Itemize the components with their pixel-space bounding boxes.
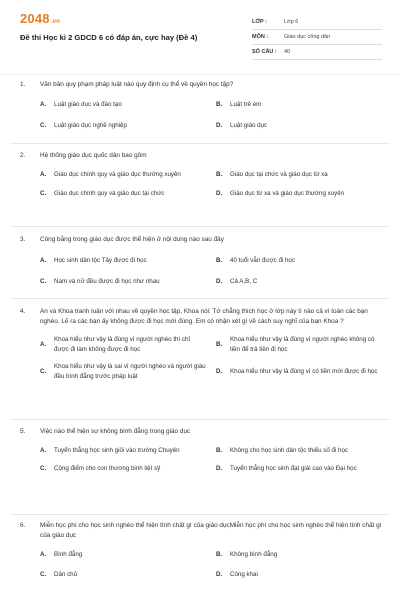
answer-option-a[interactable] — [40, 170, 206, 180]
option-letter: D. — [216, 367, 223, 375]
answer-option-c[interactable] — [40, 189, 206, 199]
option-text: Tuyển thẳng học sinh đạt giải cao vào Đại học — [230, 464, 357, 472]
option-text: Khoa hiểu như vậy là đúng vì người nghèo không có tiền để trả tiền đi học — [230, 336, 375, 353]
meta-row-subject — [252, 30, 382, 45]
question-divider — [10, 298, 390, 299]
answer-option-b[interactable] — [216, 256, 382, 266]
question-divider — [10, 419, 390, 420]
question-2 — [20, 151, 382, 198]
option-letter: A. — [40, 340, 47, 348]
answer-option-a[interactable] — [40, 256, 206, 266]
option-text: Luật giáo dục nghề nghiệp — [54, 121, 127, 129]
option-text: Luật trẻ em — [230, 101, 262, 108]
option-text: Giáo dục tại chức và giáo dục từ xa — [230, 171, 328, 178]
option-letter: B. — [216, 551, 223, 558]
answer-options — [20, 256, 382, 286]
question-divider — [10, 226, 390, 227]
question-text — [20, 151, 382, 161]
logo-text: 2048 — [20, 11, 50, 26]
answer-option-d[interactable] — [216, 189, 382, 199]
question-number: 2. — [20, 152, 26, 159]
option-letter: C. — [40, 570, 47, 578]
answer-options — [20, 100, 382, 130]
site-logo[interactable] — [20, 11, 60, 26]
option-letter: C. — [40, 464, 47, 472]
question-divider — [10, 514, 390, 515]
meta-value: 40 — [284, 49, 291, 55]
option-text: Cả A,B, C — [230, 277, 258, 285]
question-number: 4. — [20, 308, 26, 315]
option-letter: B. — [216, 257, 223, 264]
question-6 — [20, 521, 382, 579]
option-text: Luật giáo dục và đào tạo — [54, 101, 122, 108]
answer-option-b[interactable] — [216, 170, 382, 180]
option-text: Khoa hiểu như vậy là đúng vì người nghèo thì chỉ được đi làm không được đi học — [54, 336, 190, 353]
answer-options — [20, 335, 382, 381]
question-body: Công bằng trong giáo dục được thể hiện ở nội dung nào sau đây — [40, 236, 224, 243]
question-body: Việc nào thể hiện sự không bình đẳng trong giáo dục — [40, 428, 191, 435]
question-body: An và Khoa tranh luận với nhau về quyền học tập, Khoa nói: Tớ chẳng thích học ở lớp này tí nào cả vì toàn các bạn nghèo. Lẽ ra các bạn ấy không được đi học mới đúng. Em có nhận xét gì về cách suy nghĩ của bạn Khoa ? — [40, 308, 368, 325]
meta-value: Lớp 6 — [284, 19, 299, 25]
question-number: 6. — [20, 522, 26, 529]
logo-suffix: .vn — [50, 19, 61, 25]
option-letter: B. — [216, 101, 223, 108]
question-number: 5. — [20, 428, 26, 435]
option-letter: A. — [40, 101, 47, 108]
answer-option-b[interactable] — [216, 100, 382, 110]
question-text — [20, 80, 382, 90]
question-text — [20, 307, 382, 327]
answer-option-b[interactable] — [216, 446, 382, 456]
option-letter: D. — [216, 464, 223, 472]
option-letter: C. — [40, 189, 47, 197]
question-text — [20, 235, 382, 245]
answer-options — [20, 550, 382, 579]
question-5 — [20, 427, 382, 473]
question-text — [20, 427, 382, 437]
answer-option-a[interactable] — [40, 100, 206, 110]
answer-option-a[interactable] — [40, 335, 206, 354]
option-text: Không bình đẳng — [230, 551, 278, 558]
option-letter: A. — [40, 171, 47, 178]
option-text: Khoa hiểu như vậy là sai vì người nghèo và người giàu đều bình đẳng trước pháp luật — [54, 363, 206, 380]
answer-option-c[interactable] — [40, 121, 206, 131]
question-body: Hệ thống giáo dục quốc dân bao gồm — [40, 152, 147, 159]
option-text: Giáo dục chính quy và giáo dục tại chức — [54, 189, 165, 197]
option-text: Bình đẳng — [54, 551, 83, 558]
meta-info-table — [252, 14, 382, 60]
question-text — [20, 521, 382, 541]
answer-option-c[interactable] — [40, 464, 206, 474]
option-letter: B. — [216, 340, 223, 348]
option-text: Giáo dục từ xa và giáo dục thường xuyên — [230, 189, 345, 197]
answer-options — [20, 446, 382, 473]
option-letter: B. — [216, 171, 223, 178]
question-divider — [10, 143, 390, 144]
option-letter: C. — [40, 121, 47, 129]
option-text: Không cho học sinh dân tộc thiểu số đi học — [230, 447, 348, 454]
option-letter: C. — [40, 277, 47, 285]
question-3 — [20, 235, 382, 286]
question-number: 3. — [20, 236, 26, 243]
question-body: Miễn học phí cho học sinh nghèo thể hiện tính chất gì của giáo dụcMiễn học phí cho học sinh nghèo thể hiện tính chất gì của giáo dục — [40, 522, 382, 539]
option-text: Học sinh dân tộc Tây được đi học — [54, 257, 147, 264]
meta-label: MÔN : — [252, 34, 269, 40]
option-letter: C. — [40, 367, 47, 375]
meta-label: LỚP : — [252, 19, 267, 25]
header-divider — [0, 74, 400, 75]
option-letter: A. — [40, 551, 47, 558]
answer-option-b[interactable] — [216, 335, 382, 354]
answer-option-a[interactable] — [40, 550, 206, 560]
answer-option-d[interactable] — [216, 570, 382, 580]
question-4 — [20, 307, 382, 381]
option-letter: D. — [216, 121, 223, 129]
option-text: Luật giáo dục — [230, 121, 268, 129]
answer-option-c[interactable] — [40, 277, 206, 287]
option-text: Giáo dục chính quy và giáo dục thường xuyên — [54, 171, 181, 178]
option-text: Cộng điểm cho con thương binh liệt sỹ — [54, 464, 161, 472]
option-text: Khoa hiểu như vậy là đúng vì có tiền mới được đi học — [230, 367, 378, 375]
answer-option-c[interactable] — [40, 570, 206, 580]
option-letter: A. — [40, 257, 47, 264]
meta-row-class — [252, 14, 382, 30]
option-letter: A. — [40, 447, 47, 454]
option-letter: B. — [216, 447, 223, 454]
option-text: Nam và nữ đều được đi học như nhau — [54, 277, 160, 285]
document-header — [0, 0, 400, 70]
option-text: Dân chủ — [54, 570, 78, 578]
answer-options — [20, 170, 382, 198]
answer-option-d[interactable] — [216, 464, 382, 474]
answer-option-d[interactable] — [216, 277, 382, 287]
option-letter: D. — [216, 189, 223, 197]
document-title: Đề thi Học kì 2 GDCD 6 có đáp án, cực hay (Đề 4) — [20, 33, 198, 42]
meta-label: SỐ CÂU : — [252, 49, 277, 55]
question-1 — [20, 80, 382, 130]
option-text: 40 tuổi vẫn được đi học — [230, 257, 295, 264]
option-letter: D. — [216, 277, 223, 285]
meta-value: Giáo dục công dân — [284, 34, 331, 40]
answer-option-d[interactable] — [216, 362, 382, 381]
meta-row-count — [252, 45, 382, 60]
answer-option-d[interactable] — [216, 121, 382, 131]
question-number: 1. — [20, 81, 26, 88]
answer-option-a[interactable] — [40, 446, 206, 456]
option-text: Tuyển thẳng học sinh giỏi vào trường Chuyên — [54, 447, 180, 454]
question-body: Văn bản quy phạm pháp luật nào quy định cụ thể về quyền học tập? — [40, 81, 234, 88]
answer-option-c[interactable] — [40, 362, 206, 381]
option-text: Công khai — [230, 570, 258, 578]
answer-option-b[interactable] — [216, 550, 382, 560]
option-letter: D. — [216, 570, 223, 578]
